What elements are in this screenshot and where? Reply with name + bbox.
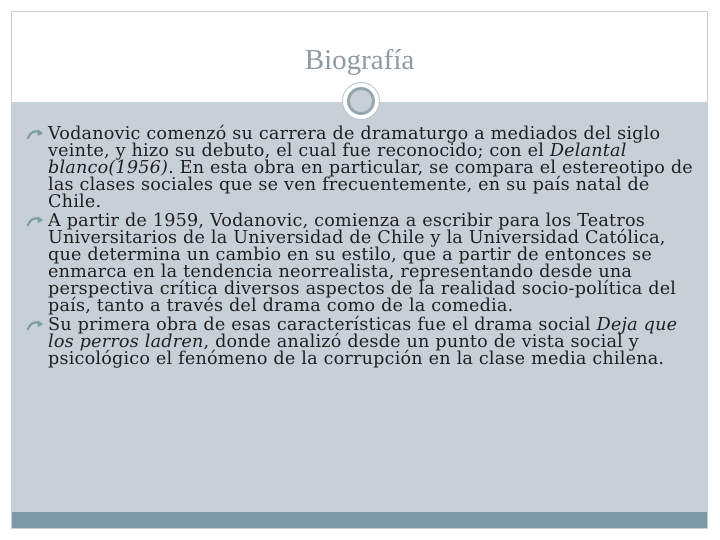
divider-circle-icon: [342, 82, 380, 120]
bullet-list: [26, 126, 698, 370]
bullet-item: [26, 317, 698, 368]
slide-title: Biografía: [304, 44, 415, 76]
bullet-item: [26, 213, 698, 315]
bullet-segment: Vodanovic comenzó su carrera de dramaturgo a mediados del siglo veinte, y hizo su debuto, el cual fue reconocido; con el: [48, 124, 661, 161]
bullet-text: [48, 315, 677, 369]
divider-ring: [347, 87, 375, 115]
bullet-item: [26, 126, 698, 211]
bullet-segment: A partir de 1959, Vodanovic, comienza a escribir para los Teatros Universitarios de la Universidad de Chile y la Universidad Católica, que determina un cambio en su estilo, que a partir de entonces se enmarca en la tendencia neorrealista, representando desde una perspectiva crítica diversos aspectos de la realidad socio-política del país, tanto a través del drama como de la comedia.: [48, 211, 677, 316]
curved-arrow-icon: [26, 317, 46, 334]
bullet-segment: , donde analizó desde un punto de vista social y psicológico el fenómeno de la corrupción en la clase media chilena.: [48, 332, 665, 369]
bullet-text: [48, 124, 693, 212]
bullet-segment: . En esta obra en particular, se compara el estereotipo de las clases sociales que se ven frecuentemente, en su país natal de Chile.: [48, 158, 693, 212]
slide: [11, 11, 708, 529]
bullet-segment: Su primera obra de esas características fue el drama social: [48, 315, 597, 335]
bottom-band: [12, 512, 707, 528]
curved-arrow-icon: [26, 126, 46, 143]
bullet-segment-italic: Deja que los perros ladren: [48, 315, 678, 352]
bullet-segment-italic: Delantal blanco(1956): [48, 141, 627, 178]
curved-arrow-icon: [26, 213, 46, 230]
bullet-text: [48, 211, 676, 316]
